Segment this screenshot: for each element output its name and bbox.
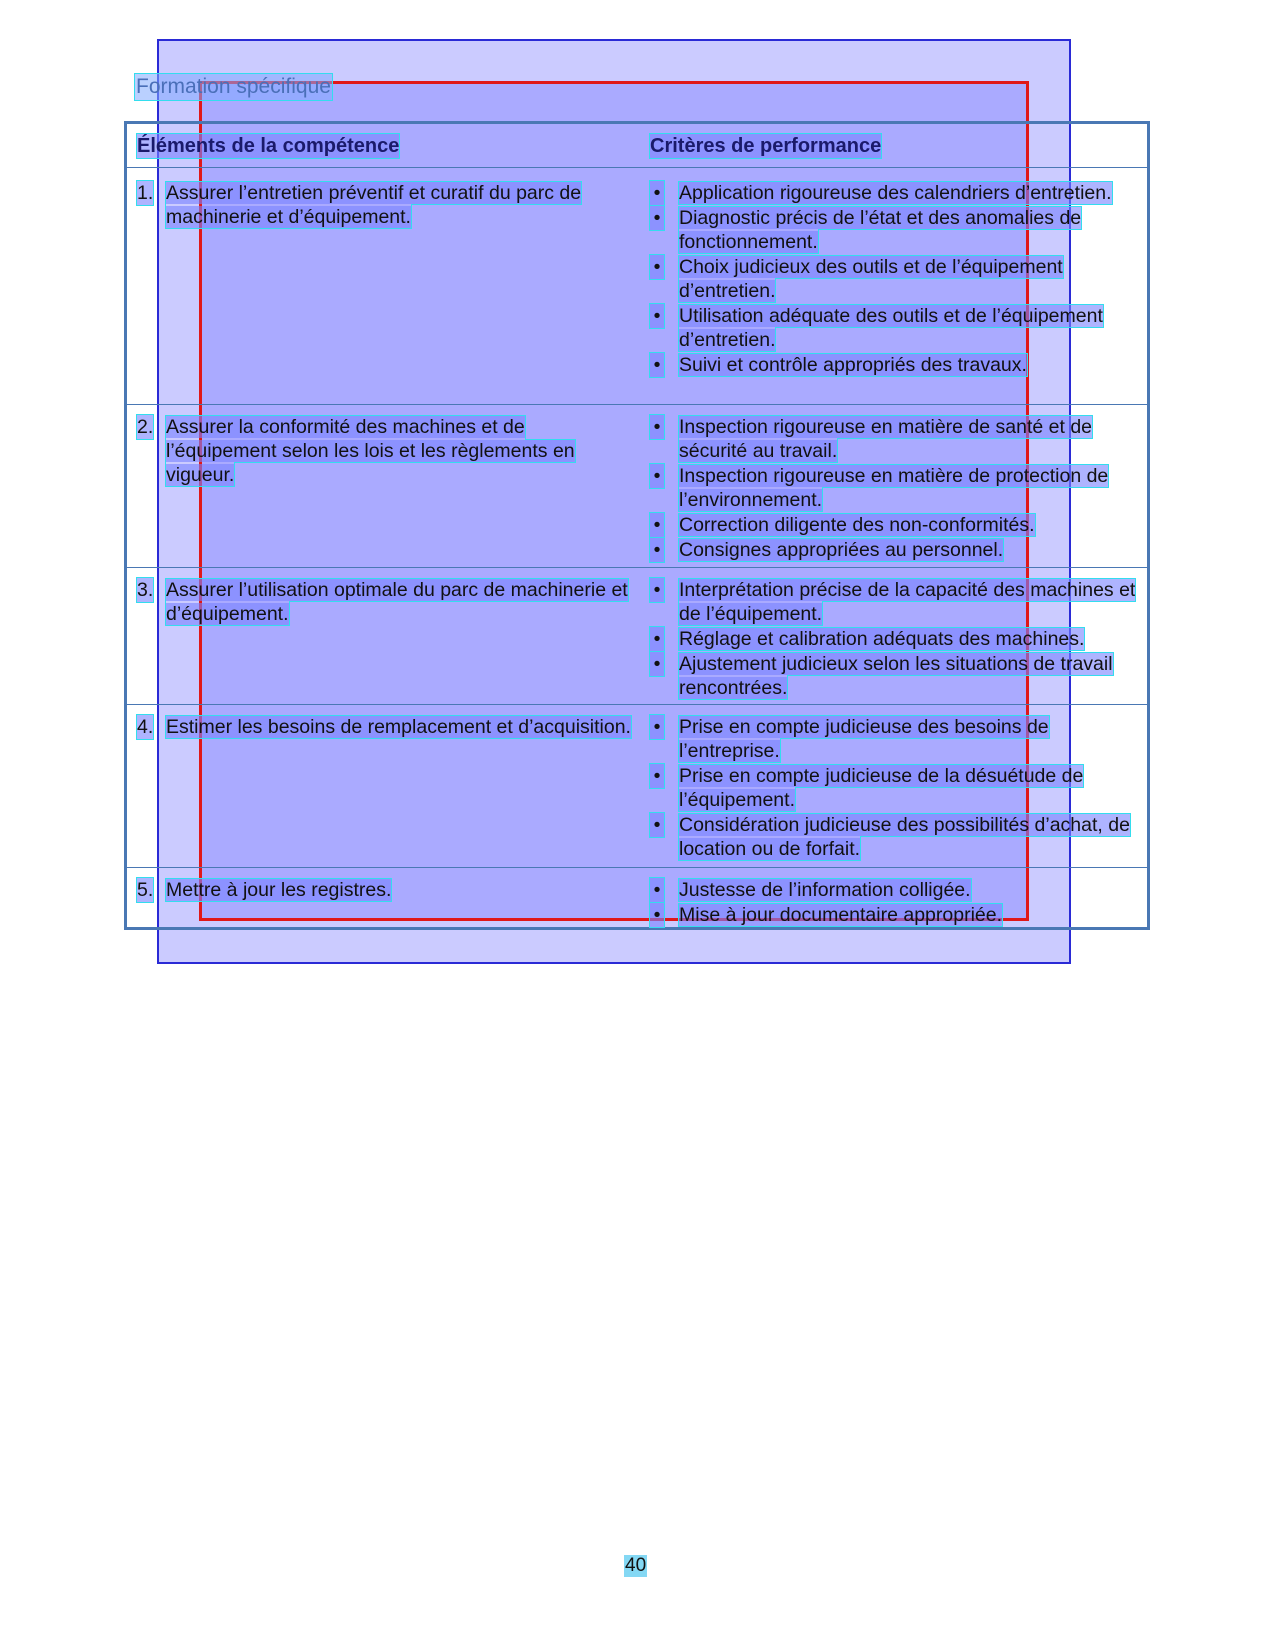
- section-title: Formation spécifique: [136, 75, 331, 98]
- criteria-text: Réglage et calibration adéquats des machines.: [679, 628, 1085, 650]
- criteria-item: [650, 304, 1150, 352]
- competence-table: [124, 121, 1150, 930]
- criteria-item: [650, 513, 1150, 537]
- bullet-icon: •: [650, 206, 664, 230]
- bullet-icon: •: [650, 878, 664, 902]
- bullet-icon: •: [650, 903, 664, 927]
- criteria-list: [650, 415, 1150, 563]
- criteria-text: Inspection rigoureuse en matière de santé et de sécurité au travail.: [679, 416, 1093, 462]
- bullet-icon: •: [650, 813, 664, 837]
- criteria-item: [650, 206, 1150, 254]
- criteria-text: Considération judicieuse des possibilités d’achat, de location ou de forfait.: [679, 814, 1130, 860]
- element-text: Assurer la conformité des machines et de l’équipement selon les lois et les règlements en vigueur.: [166, 416, 575, 486]
- criteria-item: [650, 813, 1150, 861]
- element-number: 4.: [137, 716, 154, 738]
- table-row: [127, 405, 1147, 568]
- criteria-text: Justesse de l’information colligée.: [679, 879, 971, 901]
- criteria-list: [650, 878, 1150, 928]
- criteria-item: [650, 353, 1150, 377]
- criteria-text: Interprétation précise de la capacité des machines et de l’équipement.: [679, 579, 1136, 625]
- criteria-text: Prise en compte judicieuse des besoins de l’entreprise.: [679, 716, 1049, 762]
- criteria-item: [650, 255, 1150, 303]
- criteria-item: [650, 464, 1150, 512]
- element-number: 3.: [137, 579, 154, 601]
- bullet-icon: •: [650, 255, 664, 279]
- criteria-list: [650, 578, 1150, 701]
- criteria-text: Prise en compte judicieuse de la désuétude de l’équipement.: [679, 765, 1084, 811]
- element-number: 5.: [137, 879, 154, 901]
- criteria-text: Inspection rigoureuse en matière de protection de l’environnement.: [679, 465, 1109, 511]
- criteria-item: [650, 538, 1150, 562]
- table-row: [127, 705, 1147, 868]
- element-text: Assurer l’entretien préventif et curatif du parc de machinerie et d’équipement.: [166, 182, 582, 228]
- criteria-item: [650, 627, 1150, 651]
- criteria-text: Suivi et contrôle appropriés des travaux.: [679, 354, 1027, 376]
- criteria-list: [650, 715, 1150, 862]
- criteria-item: [650, 764, 1150, 812]
- criteria-item: [650, 878, 1150, 902]
- criteria-item: [650, 415, 1150, 463]
- criteria-text: Choix judicieux des outils et de l’équipement d’entretien.: [679, 256, 1063, 302]
- table-row: [127, 568, 1147, 705]
- criteria-text: Consignes appropriées au personnel.: [679, 539, 1004, 561]
- bullet-icon: •: [650, 304, 664, 328]
- criteria-item: [650, 652, 1150, 700]
- bullet-icon: •: [650, 538, 664, 562]
- criteria-item: [650, 903, 1150, 927]
- bullet-icon: •: [650, 415, 664, 439]
- element-number: 2.: [137, 416, 154, 438]
- element-number: 1.: [137, 182, 154, 204]
- criteria-text: Ajustement judicieux selon les situations de travail rencontrées.: [679, 653, 1113, 699]
- criteria-list: [650, 181, 1150, 378]
- bullet-icon: •: [650, 513, 664, 537]
- element-text: Mettre à jour les registres.: [166, 879, 392, 901]
- bullet-icon: •: [650, 715, 664, 739]
- header-criteria: Critères de performance: [650, 135, 882, 157]
- table-row: [127, 868, 1147, 930]
- criteria-text: Application rigoureuse des calendriers d’entretien.: [679, 182, 1112, 204]
- criteria-text: Correction diligente des non-conformités.: [679, 514, 1035, 536]
- bullet-icon: •: [650, 764, 664, 788]
- criteria-item: [650, 181, 1150, 205]
- bullet-icon: •: [650, 181, 664, 205]
- bullet-icon: •: [650, 627, 664, 651]
- criteria-text: Diagnostic précis de l’état et des anomalies de fonctionnement.: [679, 207, 1082, 253]
- criteria-text: Mise à jour documentaire appropriée.: [679, 904, 1003, 926]
- bullet-icon: •: [650, 353, 664, 377]
- header-elements: Éléments de la compétence: [137, 135, 400, 157]
- page-number: 40: [625, 1555, 647, 1576]
- table-row: [127, 168, 1147, 405]
- element-text: Estimer les besoins de remplacement et d’acquisition.: [166, 716, 631, 738]
- criteria-item: [650, 578, 1150, 626]
- criteria-item: [650, 715, 1150, 763]
- bullet-icon: •: [650, 578, 664, 602]
- bullet-icon: •: [650, 464, 664, 488]
- element-text: Assurer l’utilisation optimale du parc de machinerie et d’équipement.: [166, 579, 628, 625]
- table-header-row: [127, 124, 1147, 168]
- bullet-icon: •: [650, 652, 664, 676]
- criteria-text: Utilisation adéquate des outils et de l’équipement d’entretien.: [679, 305, 1103, 351]
